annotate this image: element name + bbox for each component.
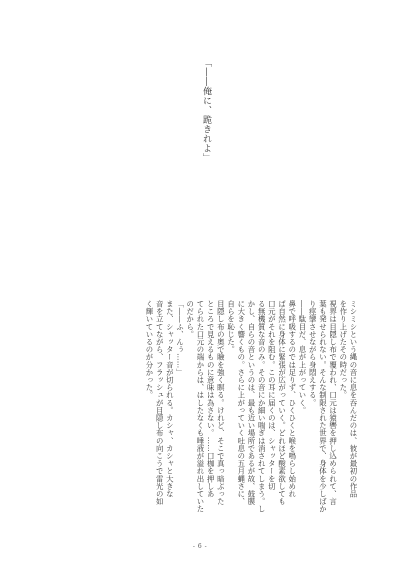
body-text-column xyxy=(144,300,358,532)
body-line: 目隠し布の奥で瞼を強く瞑る。けれど、そこで真っ暗ぶった xyxy=(216,300,226,506)
body-line: てられた口元の端からは、はしたなくも唾液が溢れ出していた xyxy=(195,300,205,513)
body-line: り痙攣させながら身悶えする。 xyxy=(308,300,318,407)
body-line: のだから。 xyxy=(185,300,195,338)
body-line: かし、自らの音というのは、最も近い場所であるが故、鼓膜 xyxy=(246,300,256,506)
body-line: 「――ふ、んぅ……」 xyxy=(175,300,185,376)
page-number: - 6 - xyxy=(192,543,208,550)
epigraph-quote: 「――俺に、跪きれよ」 xyxy=(201,58,211,163)
body-line: ところで見えるものに意味は為さない。……口枷を押しあ xyxy=(206,300,216,498)
body-line: ば自然に身体に緊張が広がっていく。どれほど酸素欲しても xyxy=(277,300,287,506)
body-line: また、シャッター音が切られる。カシャ、カシャと大きな xyxy=(165,300,175,498)
body-line: を作り上げたその時だった。 xyxy=(338,300,348,399)
body-line: 音を立てながら、フラッシュが目隠し布の向こうで雷光の如 xyxy=(155,300,165,506)
body-line: 鼻で呼吸するのでは足りず、ひくひくと喉を鳴らし始めれ xyxy=(287,300,297,498)
body-line: ミシミシという縄の音に息を吞んだのは、彼が最初の作品 xyxy=(349,300,358,498)
body-line: に大きく響くもの。さらに上がっていく吐息の五月蝿さに、 xyxy=(236,300,246,506)
body-line: 口元がそれを阻む。この耳に届くのは、シャッターを切 xyxy=(267,300,277,490)
body-line: く輝いているのが分かった。 xyxy=(144,300,154,399)
body-line: 葉も発せられない。そんな制限された世界で、身体を少しばか xyxy=(318,300,328,513)
body-line: ――駄目だ、息が上がっていく。 xyxy=(297,300,307,414)
body-line: 視界は目隠し布で覆われ、口元は猿轡を押し込められて、言 xyxy=(328,300,338,506)
body-line: 自らを恥じた。 xyxy=(226,300,236,354)
body-line: る無機質な音のみ。その音にか細い喘ぎは消されてしまう。し xyxy=(257,300,267,513)
